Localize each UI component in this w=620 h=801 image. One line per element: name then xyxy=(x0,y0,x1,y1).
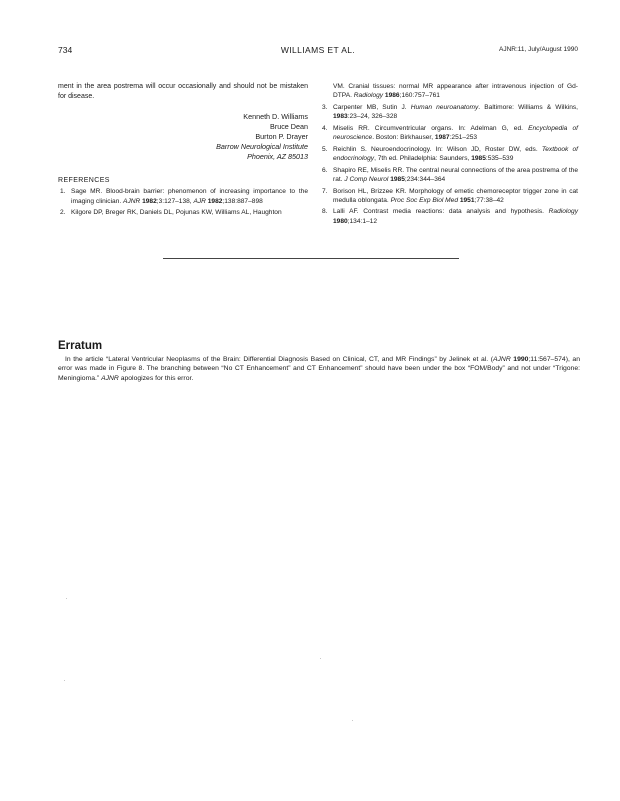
reference-text: Kilgore DP, Breger RK, Daniels DL, Pojunas KW, Williams AL, Haughton xyxy=(71,209,282,217)
running-header xyxy=(58,45,578,59)
reference-year: 1982 xyxy=(140,197,157,205)
reference-journal: Proc Soc Exp Biol Med xyxy=(390,196,458,204)
reference-item-continuation xyxy=(320,82,578,100)
reference-year: 1985 xyxy=(471,154,486,162)
reference-text: :251–253 xyxy=(449,134,478,142)
reference-text: ;160:757–761 xyxy=(399,92,440,100)
reference-text: Borison HL, Brizzee KR. Morphology of emetic chemoreceptor trigger zone in cat medulla oblongata. xyxy=(333,187,578,204)
reference-item xyxy=(320,187,578,205)
reference-item xyxy=(320,166,578,184)
reference-item xyxy=(320,207,578,225)
reference-text: . Boston: Birkhauser, xyxy=(372,134,435,142)
reference-item xyxy=(58,208,308,217)
reference-text: . Baltimore: Williams & Wilkins, xyxy=(478,103,578,111)
author-name: Bruce Dean xyxy=(270,122,308,132)
reference-number: 4. xyxy=(322,124,328,132)
references-heading: REFERENCES xyxy=(58,177,110,185)
reference-number: 1. xyxy=(60,188,66,196)
erratum-text-part: In the article “Lateral Ventricular Neoplasms of the Brain: Differential Diagnosis Based on Clinical, CT, and MR Findings” by Jelinek et al. ( xyxy=(65,356,493,363)
reference-text: Sage MR. Blood-brain barrier: phenomenon of increasing importance to the imaging clinician. xyxy=(71,188,308,205)
reference-text: :23–24, 326–328 xyxy=(347,113,398,121)
running-head-authors: WILLIAMS ET AL. xyxy=(280,45,356,55)
reference-text: ;134:1–12 xyxy=(347,217,378,225)
reference-item xyxy=(320,124,578,142)
author-name: Kenneth D. Williams xyxy=(243,112,308,122)
running-head-journal: AJNR:11, July/August 1990 xyxy=(498,46,578,53)
left-column xyxy=(58,82,308,220)
reference-text: Miselis RR. Circumventricular organs. In: Adelman G, ed. xyxy=(333,124,529,132)
reference-text: VM. Cranial tissues: normal MR appearance after intravenous injection of Gd-DTPA. xyxy=(333,83,578,100)
reference-number: 6. xyxy=(322,166,328,174)
reference-year: 1983 xyxy=(333,113,348,121)
scan-speck xyxy=(66,598,67,599)
reference-year: 1985 xyxy=(390,175,405,183)
reference-number: 5. xyxy=(322,145,328,153)
reference-text: :535–539 xyxy=(485,154,514,162)
reference-journal: Radiology xyxy=(353,92,384,100)
page-number: 734 xyxy=(58,45,73,55)
erratum-text-part: ;11:567–574), an error was made in Figure 8. The branching between “No CT Enhancement” and CT Enhancement” should have been under the box “FOM/Body” and not under “Trigone: Meningioma.” xyxy=(58,356,580,382)
erratum-journal: AJNR xyxy=(101,374,119,382)
reference-year: 1980 xyxy=(333,217,348,225)
reference-text: , 7th ed. Philadelphia: Saunders, xyxy=(374,154,472,162)
reference-year: 1986 xyxy=(383,92,400,100)
reference-title: Encyclopedia of neuroscience xyxy=(333,124,578,142)
reference-title: Textbook of endocrinology xyxy=(333,145,578,162)
reference-list-left xyxy=(58,187,308,217)
reference-year: 1982 xyxy=(205,197,223,205)
reference-year: 1987 xyxy=(434,134,450,142)
reference-number: 7. xyxy=(322,187,328,195)
reference-item xyxy=(58,187,308,205)
author-name: Burton P. Drayer xyxy=(255,132,308,142)
reference-journal: Radiology xyxy=(548,208,578,216)
reference-number: 2. xyxy=(60,209,66,217)
body-text-ending: ment in the area postrema will occur occasionally and should not be mistaken for disease. xyxy=(58,83,308,100)
erratum-journal: AJNR xyxy=(492,356,511,363)
erratum-text xyxy=(58,355,580,383)
author-institution: Barrow Neurological Institute xyxy=(216,142,308,152)
erratum-text-part: apologizes for this error. xyxy=(118,374,194,382)
right-column xyxy=(320,82,578,228)
reference-number: 3. xyxy=(322,103,328,111)
reference-item xyxy=(320,103,578,121)
erratum-year: 1990 xyxy=(510,356,529,363)
erratum-title: Erratum xyxy=(58,340,103,352)
reference-list-right xyxy=(320,103,578,226)
reference-text: Shapiro RE, Miselis RR. The central neural connections of the area postrema of the rat. xyxy=(333,166,578,183)
reference-text: ;77:38–42 xyxy=(474,196,504,204)
reference-text: ;3:127–138, xyxy=(156,197,194,205)
reference-journal: AJR xyxy=(193,197,206,205)
section-divider xyxy=(163,258,459,259)
reference-title: Human neuroanatomy xyxy=(410,103,479,111)
author-location: Phoenix, AZ 85013 xyxy=(247,152,308,162)
reference-year: 1951 xyxy=(459,196,475,204)
reference-item xyxy=(320,145,578,163)
scan-speck xyxy=(320,658,321,659)
reference-text: Reichlin S. Neuroendocrinology. In: Wilson JD, Roster DW, eds. xyxy=(333,145,542,153)
reference-text: Carpenter MB, Sutin J. xyxy=(333,103,411,111)
reference-text: Lalli AF. Contrast media reactions: data analysis and hypothesis. xyxy=(333,208,549,216)
reference-journal: AJNR xyxy=(123,197,141,205)
reference-journal: J Comp Neurol xyxy=(344,175,389,183)
reference-text: ;234:344–364 xyxy=(404,175,446,183)
scan-speck xyxy=(352,720,353,721)
reference-number: 8. xyxy=(322,208,328,216)
reference-text: ;138:887–898 xyxy=(222,197,263,205)
scan-speck xyxy=(64,680,65,681)
author-signature xyxy=(58,112,308,162)
